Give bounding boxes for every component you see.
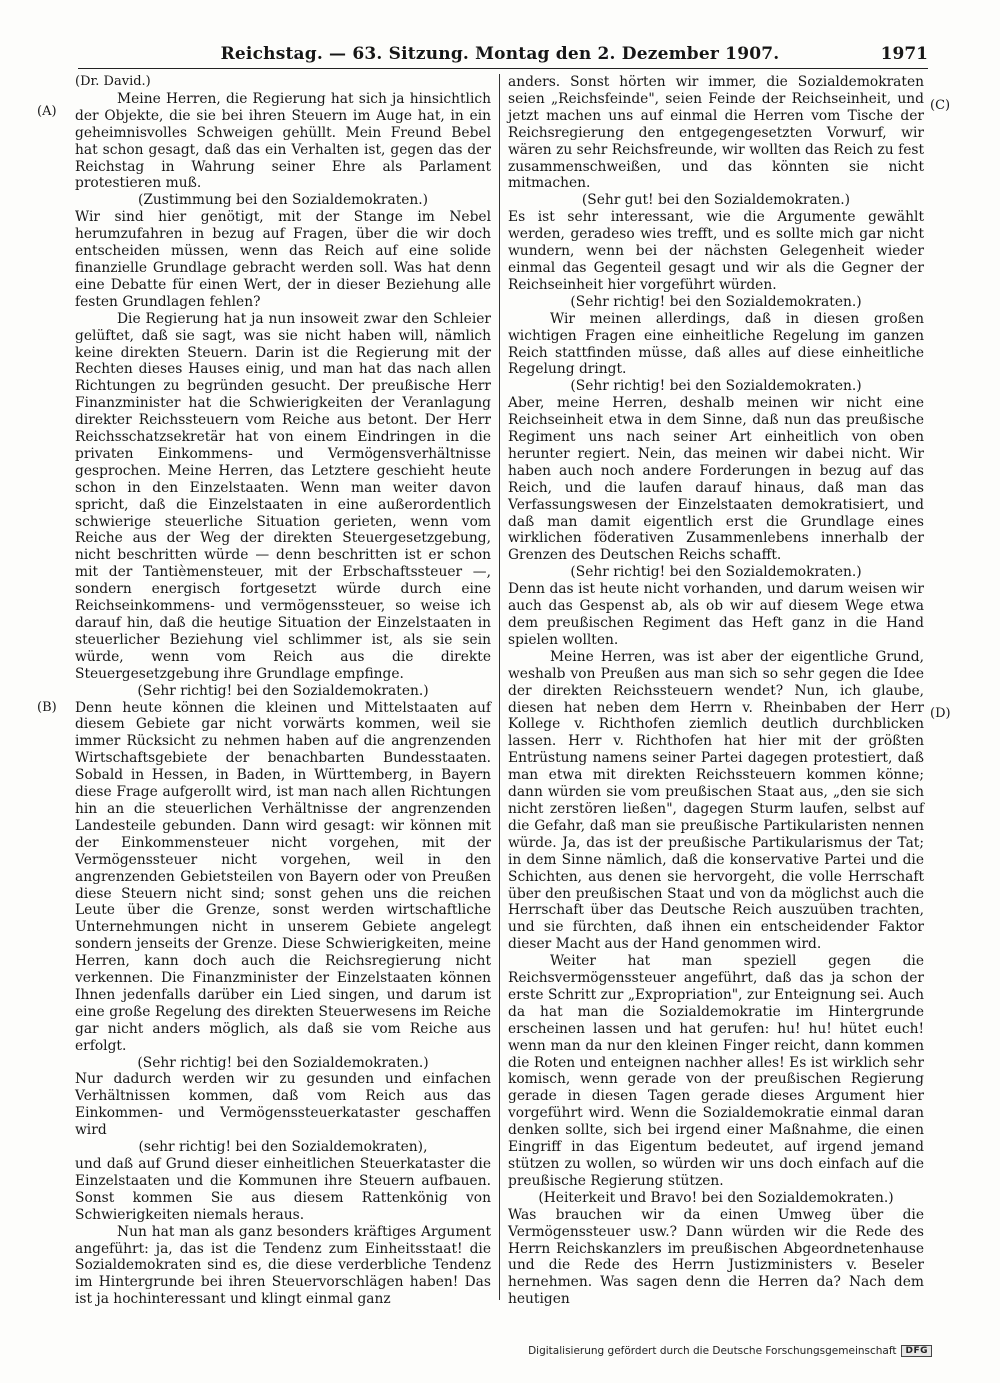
margin-marker-b: (B) xyxy=(37,700,57,715)
interjection: (Sehr richtig! bei den Sozialdemokraten.) xyxy=(137,1054,429,1071)
interjection: (Sehr richtig! bei den Sozialdemokraten.) xyxy=(570,293,862,310)
paragraph: Nun hat man als ganz besonders kräftiges Argument angeführt: ja, das ist die Tendenz zum Einheitsstaat! die Sozialdemokraten sind es, die diese verderbliche Tendenz im Hintergrunde bei ihren Steuervorschlägen haben! Das ist ja hochinteressant und klingt einmal ganz xyxy=(75,1223,491,1308)
speaker-label: (Dr. David.) xyxy=(75,74,151,89)
paragraph: Die Regierung hat ja nun insoweit zwar den Schleier gelüftet, daß sie sagt, was sie nicht haben will, nämlich keine direkten Steuern. Darin ist die Regierung mit der Rechten dieses Hauses einig, und man hat das nach allen Richtungen zu begründen gesucht. Der preußische Herr Finanzminister hat die Schwierigkeiten der Veranlagung direkter Reichssteuern vom Reiche aus betont. Der Herr Reichsschatzsekretär hat von einem Eindringen in die privaten Einkommens- und Vermögensverhältnisse gesprochen. Meine Herren, das Letztere geschieht heute schon in den Einzelstaaten. Wenn man weiter davon spricht, daß die Einzelstaaten in eine außerordentlich schwierige steuerliche Situation gerieten, wenn vom Reiche aus der Weg der direkten Steuergesetzgebung, nicht beschritten würde — denn beschritten ist er schon mit der Tantièmensteuer, mit der Erbschaftssteuer —, sondern energisch fortgesetzt würde durch eine Reichseinkommens- und vermögenssteuer, so weise ich darauf hin, daß die heutige Situation der Einzelstaaten in steuerlicher Beziehung viel schlimmer ist, als sie sein würde, wenn vom Reich aus die direkte Steuergesetzgebung ihre Grundlage empfinge. xyxy=(75,310,491,682)
interjection: (Zustimmung bei den Sozialdemokraten.) xyxy=(137,192,429,209)
paragraph: Meine Herren, die Regierung hat sich ja hinsichtlich der Objekte, die sie bei ihren Steuern im Auge hat, in ein geheimnisvolles Schweigen gehüllt. Mein Freund Bebel hat schon gesagt, daß das ein Verhalten ist, gegen das der Reichstag in Wahrung seiner Ehre als Parlament protestieren muß. xyxy=(75,90,491,192)
interjection: (Sehr richtig! bei den Sozialdemokraten.) xyxy=(570,378,862,395)
page-number: 1971 xyxy=(880,44,928,64)
paragraph: und daß auf Grund dieser einheitlichen Steuerkataster die Einzelstaaten und die Kommunen ihre Steuern aufbauen. Sonst kommen Sie aus diesem Rattenkönig von Schwierigkeiten niemals heraus. xyxy=(75,1156,491,1223)
paragraph: Denn heute können die kleinen und Mittelstaaten auf diesem Gebiete gar nicht vorwärts kommen, weil sie immer Rücksicht zu nehmen haben auf die angrenzenden Wirtschaftsgebiete der benachbarten Bundesstaaten. Sobald in Hessen, in Baden, in Württemberg, in Bayern diese Frage aufgerollt wird, ist man nach allen Richtungen hin an die steuerlichen Verhältnisse der angrenzenden Landesteile gebunden. Dann wird gesagt: wir können mit der Einkommensteuer nicht vorgehen, mit der Vermögenssteuer nicht vorgehen, weil in den angrenzenden Gebietsteilen von Bayern oder von Preußen diese Steuern nicht sind; sonst gehen uns die reichen Leute über die Grenze, sonst werden wirtschaftliche Unternehmungen nicht in unserem Gebiete angelegt sondern jenseits der Grenze. Diese Schwierigkeiten, meine Herren, kann doch auch die Reichsregierung nicht verkennen. Die Finanzminister der Einzelstaaten können Ihnen jedenfalls darüber ein Lied singen, und darum ist eine große Regelung des direkten Steuerwesens im Reiche gar nicht anders möglich, als daß sie vom Reiche aus erfolgt. xyxy=(75,699,491,1054)
margin-marker-d: (D) xyxy=(930,706,951,721)
paragraph: Wir meinen allerdings, daß in diesen großen wichtigen Fragen eine einheitliche Regelung im ganzen Reich stattfinden müsse, daß alles auf diese einheitliche Regelung dringt. xyxy=(508,310,924,378)
paragraph: Nur dadurch werden wir zu gesunden und einfachen Verhältnissen kommen, daß vom Reich aus das Einkommen- und Vermögenssteuerkataster geschaffen wird xyxy=(75,1071,491,1139)
paragraph: Weiter hat man speziell gegen die Reichsvermögenssteuer angeführt, daß das ja schon der erste Schritt zur „Expropriation", zur Enteignung sei. Auch da hat man die Sozialdemokratie im Hintergrunde erscheinen lassen und hat gerufen: hu! hu! hütet euch! wenn man da nur den kleinen Finger reicht, dann kommen die Roten und enteignen nachher alles! Es ist wirklich sehr komisch, wenn gerade von der preußischen Regierung gerade in diesen Tagen gerade dieses Argument hier vorgeführt wird. Wenn die Sozialdemokratie einmal daran denken sollte, sich bei irgend einer Maßnahme, die einen Eingriff in das Eigentum bedeutet, auf irgend jemand stützen zu wollen, so würden wir uns doch einfach auf die preußische Regierung stützen. xyxy=(508,953,924,1189)
margin-marker-a: (A) xyxy=(37,104,57,119)
paragraph: Was brauchen wir da einen Umweg über die Vermögenssteuer usw.? Dann würden wir die Rede des Herrn Reichskanzlers im preußischen Abgeordnetenhause und die Rede des Herrn Justizministers v. Beseler hernehmen. Was sagen denn die Herren da? Nach dem heutigen xyxy=(508,1206,924,1308)
interjection: (sehr richtig! bei den Sozialdemokraten), xyxy=(138,1139,428,1156)
paragraph: Aber, meine Herren, deshalb meinen wir nicht eine Reichseinheit etwa in dem Sinne, daß nun das preußische Regiment uns nach seiner Art einheitlich von oben herunter regiert. Nein, das meinen wir dabei nicht. Wir haben auch noch andere Forderungen in bezug auf das Reich, und die laufen darauf hinaus, daß man das Verfassungswesen der Einzelstaaten demokratisiert, und daß man damit eigentlich erst die Grundlage eines wirklichen föderativen Zusammenlebens innerhalb der Grenzen des Deutschen Reichs schafft. xyxy=(508,395,924,564)
header-rule xyxy=(78,68,928,69)
digitization-footer xyxy=(528,1345,932,1357)
left-column xyxy=(75,74,491,1308)
paragraph: anders. Sonst hörten wir immer, die Sozialdemokraten seien „Reichsfeinde", seien Feinde der Reichseinheit, und jetzt machen uns auf einmal die Herren vom Tische der Reichsregierung den entgegengesetzten Vorwurf, wir wären zu sehr Reichsfreunde, wir wollten das Reich zu fest zusammenschweißen, und das könnten sie nicht mitmachen. xyxy=(508,74,924,192)
dfg-logo-icon: DFG xyxy=(901,1345,932,1357)
interjection: (Sehr gut! bei den Sozialdemokraten.) xyxy=(581,192,851,209)
column-divider xyxy=(499,74,500,1300)
running-title: Reichstag. — 63. Sitzung. Montag den 2. Dezember 1907. xyxy=(220,44,780,64)
paragraph: Denn das ist heute nicht vorhanden, und darum weisen wir auch das Gespenst ab, als ob wir auf diesem Wege etwa dem preußischen Regiment das Heft ganz in die Hand spielen wollten. xyxy=(508,581,924,648)
paragraph: Wir sind hier genötigt, mit der Stange im Nebel herumzufahren in bezug auf Fragen, über die wir doch entscheiden müssen, wenn das Reich auf eine solide finanzielle Grundlage gebracht werden soll. Was hat denn eine Debatte für einen Wert, der in dieser Beziehung alle festen Grundlagen fehlen? xyxy=(75,209,491,310)
right-column xyxy=(508,74,924,1308)
footer-text: Digitalisierung gefördert durch die Deutsche Forschungsgemeinschaft xyxy=(528,1345,897,1357)
interjection: (Heiterkeit und Bravo! bei den Sozialdemokraten.) xyxy=(538,1189,894,1206)
margin-marker-c: (C) xyxy=(930,98,951,113)
interjection: (Sehr richtig! bei den Sozialdemokraten.) xyxy=(137,682,429,699)
paragraph: Es ist sehr interessant, wie die Argumente gewählt werden, geradeso wies trefft, und es sollte mich gar nicht wundern, wenn bei der nächsten Gelegenheit wieder einmal das Gegenteil gesagt und wir als die Gegner der Reichseinheit hier vorgeführt würden. xyxy=(508,209,924,293)
paragraph: Meine Herren, was ist aber der eigentliche Grund, weshalb von Preußen aus man sich so sehr gegen die Idee der direkten Reichssteuern wendet? Nun, ich glaube, diesen hat neben dem Herrn v. Rheinbaben der Herr Kollege v. Richthofen ziemlich deutlich durchblicken lassen. Herr v. Richthofen hat hier mit der größten Entrüstung namens seiner Partei dagegen protestiert, daß man etwa mit direkten Reichssteuern kommen könne; dann würden sie vom preußischen Staat aus, „den sie sich nicht zerstören ließen", dagegen Sturm laufen, selbst auf die Gefahr, daß man sie preußische Partikularisten nennen würde. Ja, das ist der preußische Partikularismus der Tat; in dem Sinne nämlich, daß die konservative Partei und die Schichten, aus denen sie hervorgeht, die volle Herrschaft über den preußischen Staat und von da möglichst auch die Herrschaft über das Deutsche Reich auszuüben trachten, und sie fürchten, daß ihnen ein entscheidender Faktor dieser Macht aus der Hand genommen wird. xyxy=(508,648,924,953)
interjection: (Sehr richtig! bei den Sozialdemokraten.) xyxy=(570,564,862,581)
